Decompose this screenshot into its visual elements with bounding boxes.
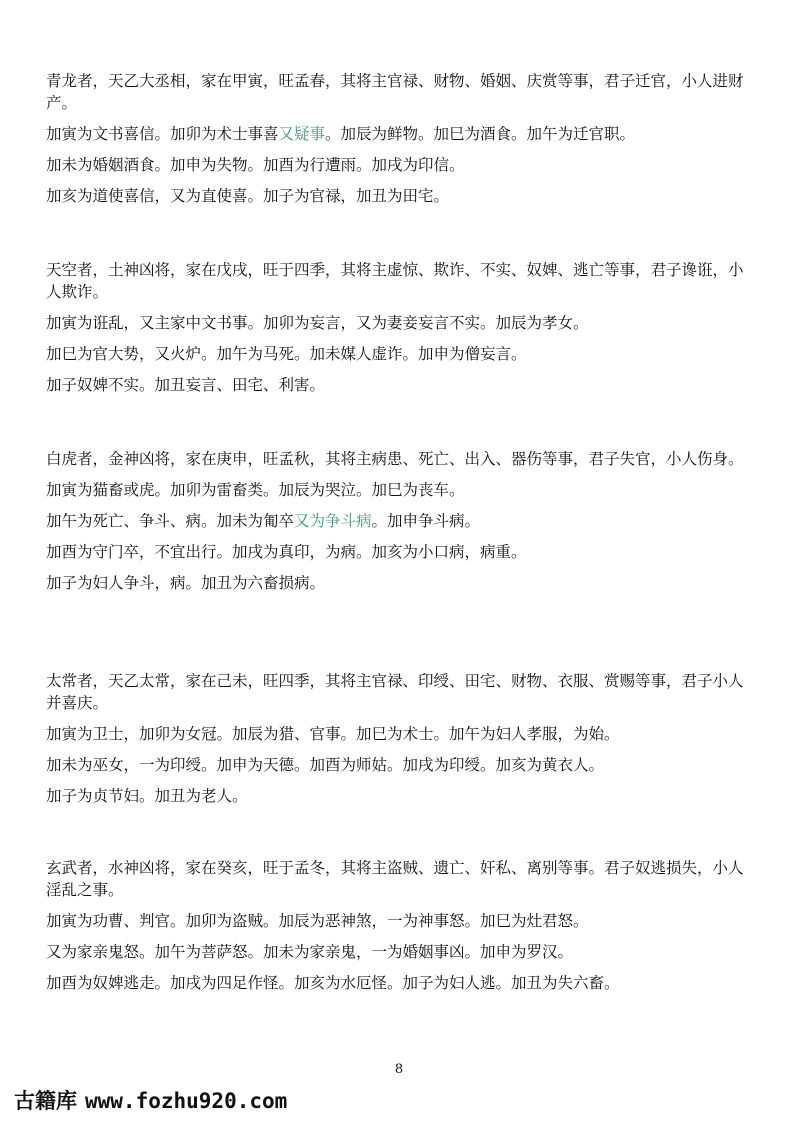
section-qinglong: [46, 70, 756, 216]
text-line: [46, 479, 756, 501]
text-line: [46, 910, 756, 932]
section-intro: 太常者，天乙太常，家在己未，旺四季，其将主官禄、印绶、田宅、财物、衣服、赏赐等事，君子小人并喜庆。: [46, 672, 744, 712]
text-line: [46, 972, 756, 994]
section-intro: 天空者，土神凶将，家在戊戌，旺于四季，其将主虚惊、欺诈、不实、奴婢、逃亡等事，君子谗诳，小人欺诈。: [46, 261, 744, 301]
page-number: 8: [394, 1062, 404, 1077]
text-span: 加巳为官大势，又火炉。加午为马死。加未媒人虚诈。加申为僧妄言。: [46, 345, 527, 363]
text-span: 。加辰为鲜物。加巳为酒食。加午为迁官职。: [325, 125, 636, 143]
text-span: 加寅为猫畜或虎。加卯为雷畜类。加辰为哭泣。加巳为丧车。: [46, 481, 465, 499]
section-intro: 玄武者，水神凶将，家在癸亥，旺于孟冬，其将主盗贼、遗亡、奸私、离别等事。君子奴逃损失，小人淫乱之事。: [46, 859, 744, 899]
text-line: [46, 185, 756, 207]
text-line: [46, 754, 756, 776]
text-line: [46, 154, 756, 176]
text-line: [46, 343, 756, 365]
text-line: [46, 312, 756, 334]
section-intro: 青龙者，天乙大丞相，家在甲寅，旺孟春，其将主官禄、财物、婚姻、庆赏等事，君子迁官，小人进财产。: [46, 72, 744, 112]
text-span: 加子为妇人争斗，病。加丑为六畜损病。: [46, 574, 326, 592]
text-line: [46, 510, 756, 532]
text-span: 加酉为守门卒，不宜出行。加戌为真印，为病。加亥为小口病，病重。: [46, 543, 527, 561]
text-line: [46, 785, 756, 807]
text-span: 加寅为卫士，加卯为女冠。加辰为猎、官事。加巳为术士。加午为妇人孝服，为始。: [46, 725, 620, 743]
watermark: [14, 1085, 287, 1115]
text-span: 加未为巫女，一为印绶。加申为天德。加酉为师姑。加戌为印绶。加亥为黄衣人。: [46, 756, 605, 774]
section-baihu: [46, 448, 756, 603]
text-span: 加酉为奴婢逃走。加戌为四足作怪。加亥为水厄怪。加子为妇人逃。加丑为失六畜。: [46, 974, 620, 992]
text-line: [46, 541, 756, 563]
text-span: 加未为婚姻酒食。加申为失物。加酉为行遭雨。加戌为印信。: [46, 156, 465, 174]
highlighted-text: 又为争斗病: [294, 512, 372, 530]
text-span: 加午为死亡、争斗、病。加未为匍卒: [46, 512, 295, 530]
section-xuanwu: [46, 857, 756, 1003]
section-taichang: [46, 670, 756, 816]
text-line: [46, 374, 756, 396]
watermark-url: www.fozhu920.com: [85, 1089, 288, 1113]
text-line: [46, 123, 756, 145]
text-span: 加子为贞节妇。加丑为老人。: [46, 787, 248, 805]
text-span: 加寅为文书喜信。加卯为术士事喜: [46, 125, 279, 143]
highlighted-text: 又疑事: [278, 125, 326, 143]
text-span: 加子奴婢不实。加丑妄言、田宅、利害。: [46, 376, 326, 394]
text-span: 加寅为诳乱，又主家中文书事。加卯为妄言，又为妻妾妄言不实。加辰为孝女。: [46, 314, 589, 332]
section-tiankong: [46, 259, 756, 405]
text-line: [46, 723, 756, 745]
text-span: 加寅为功曹、判官。加卯为盗贼。加辰为恶神煞，一为神事怒。加巳为灶君怒。: [46, 912, 589, 930]
text-span: 。加申争斗病。: [371, 512, 481, 530]
text-span: 又为家亲鬼怒。加午为菩萨怒。加未为家亲鬼，一为婚姻事凶。加申为罗汉。: [46, 943, 574, 961]
text-span: 加亥为道使喜信，又为直使喜。加子为官禄，加丑为田宅。: [46, 187, 450, 205]
watermark-brand: 古籍库: [14, 1089, 77, 1113]
section-intro: 白虎者，金神凶将，家在庚申，旺孟秋，其将主病患、死亡、出入、器伤等事，君子失官，小人伤身。: [46, 450, 744, 468]
text-line: [46, 941, 756, 963]
text-line: [46, 572, 756, 594]
